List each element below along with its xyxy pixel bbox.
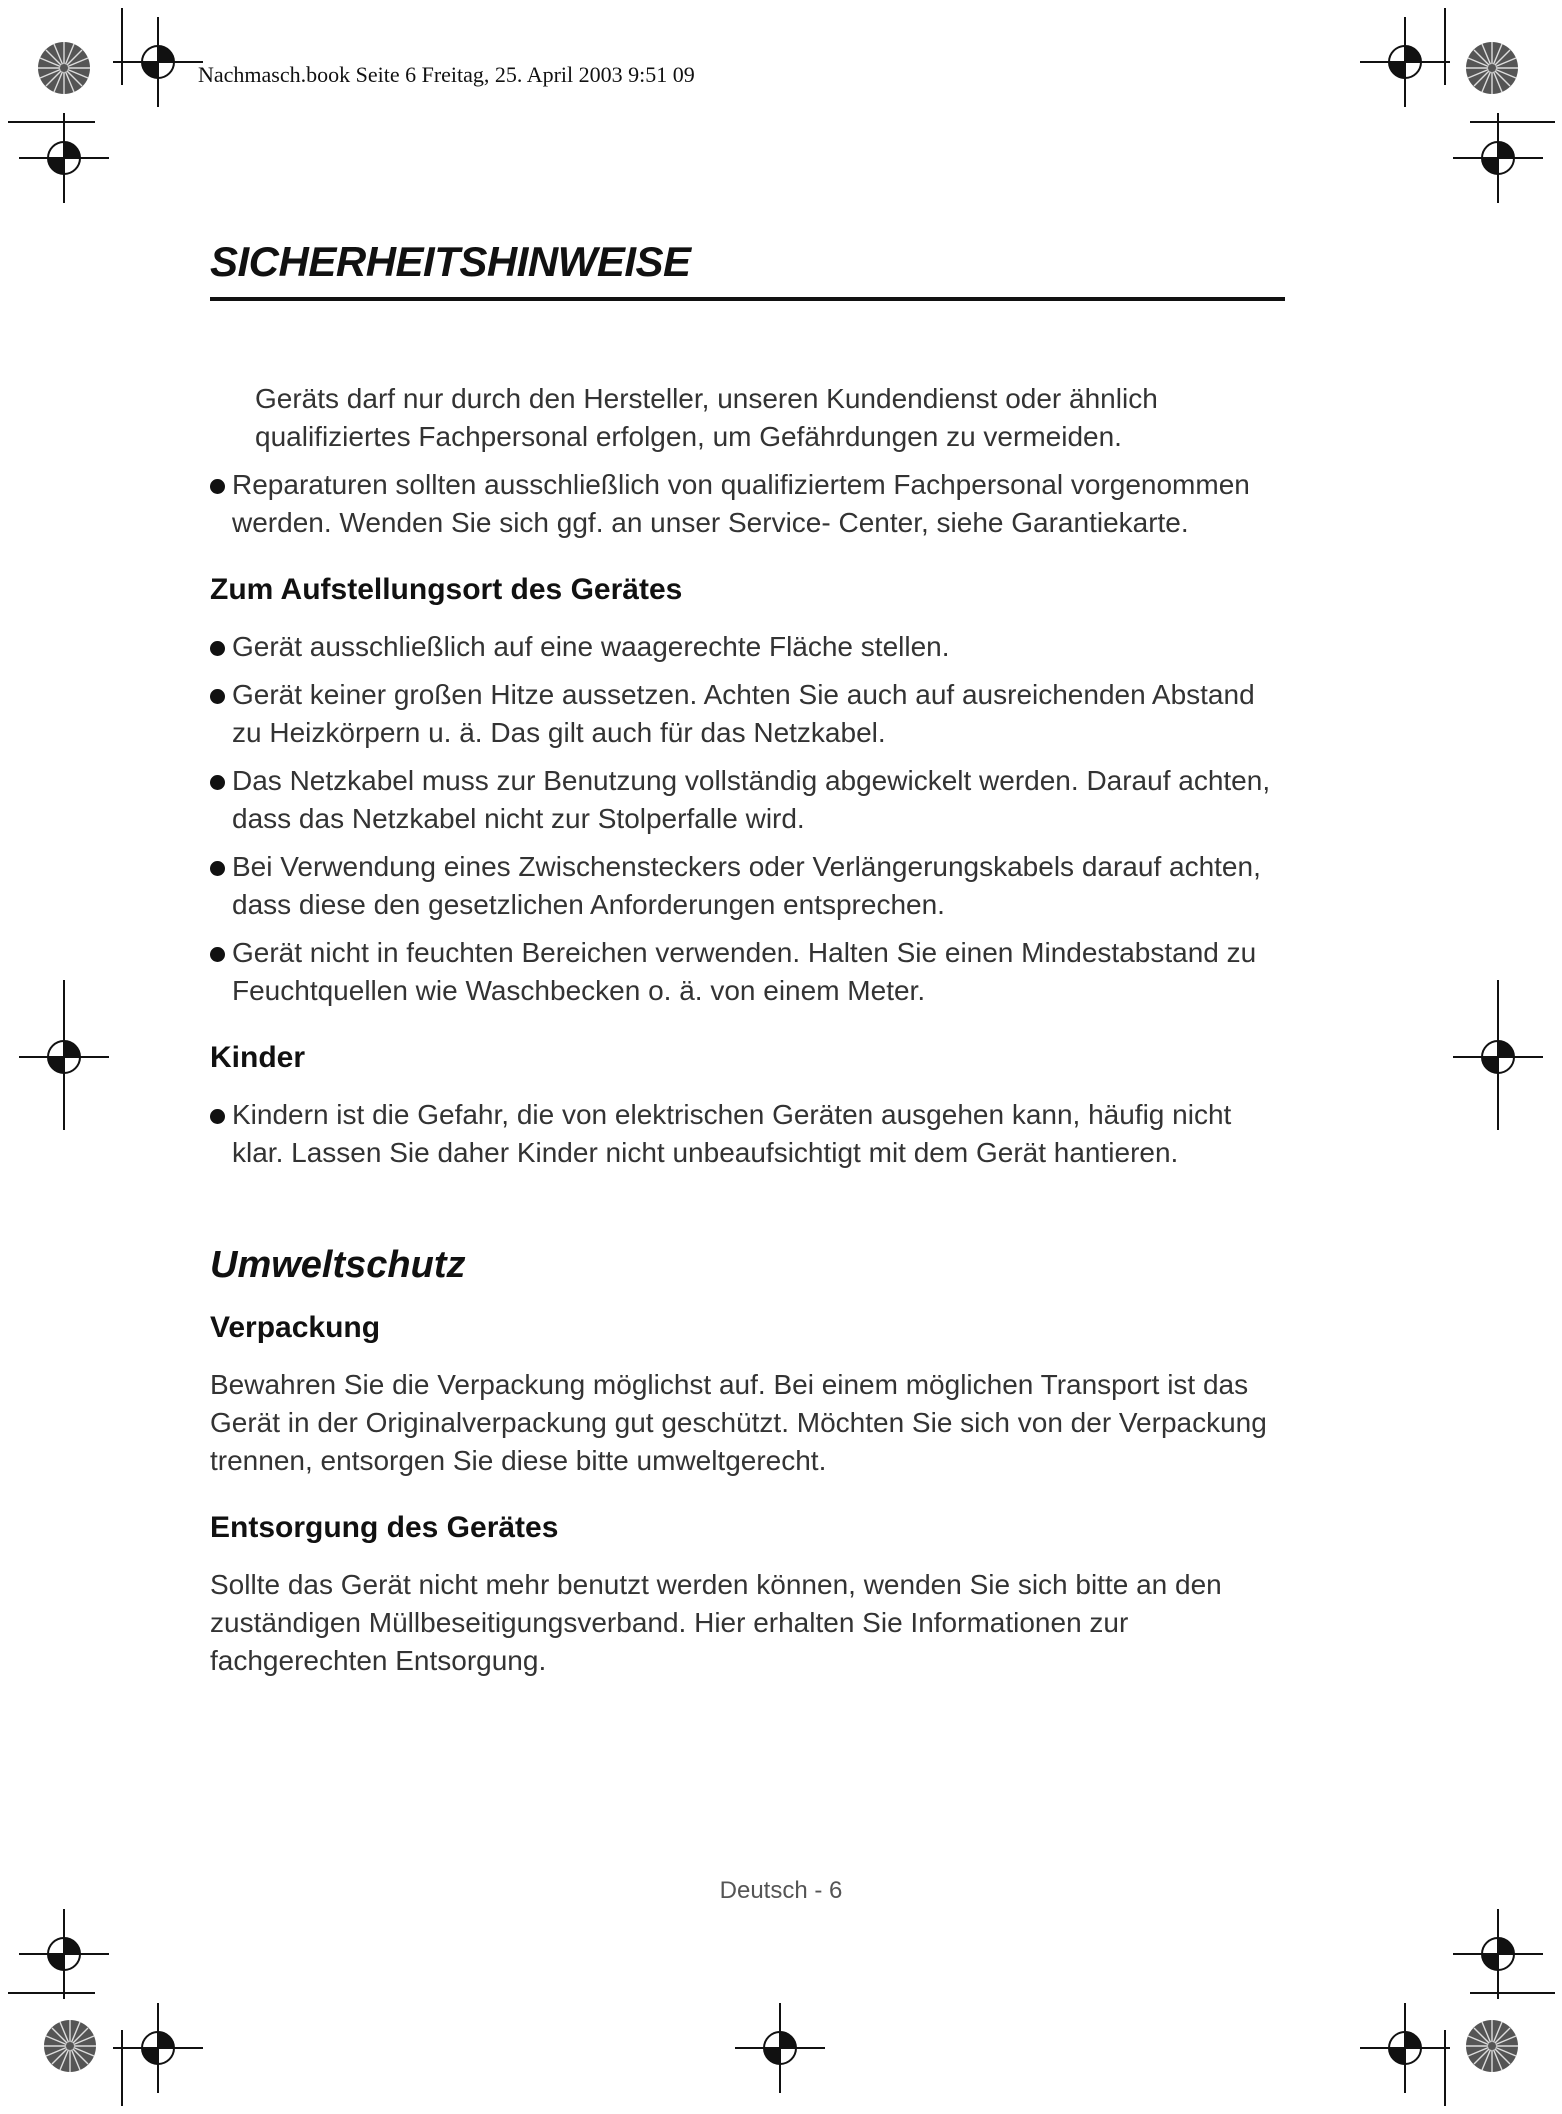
- bullet-icon: [210, 1109, 225, 1124]
- registration-cross-icon: [1360, 2003, 1450, 2093]
- list-item-text: Reparaturen sollten ausschließlich von qualifiziertem Fachpersonal vorgenommen werden. Wenden Sie sich ggf. an unser Service- Center, siehe Garantiekarte.: [232, 469, 1250, 538]
- bullet-icon: [210, 689, 225, 704]
- list-item-text: Das Netzkabel muss zur Benutzung vollständig abgewickelt werden. Darauf achten, dass das Netzkabel nicht zur Stolperfalle wird.: [232, 765, 1271, 834]
- registration-cross-icon: [1360, 17, 1450, 107]
- registration-cross-icon: [113, 17, 203, 107]
- list-item: [210, 934, 1290, 1010]
- list-item-text: Gerät ausschließlich auf eine waagerechte Fläche stellen.: [232, 631, 950, 662]
- list-item-text: Gerät keiner großen Hitze aussetzen. Achten Sie auch auf ausreichenden Abstand zu Heizkörpern u. ä. Das gilt auch für das Netzkabel.: [232, 679, 1255, 748]
- safety-intro-continuation: Geräts darf nur durch den Hersteller, unseren Kundendienst oder ähnlich qualifiziertes Fachpersonal erfolgen, um Gefährdungen zu vermeiden.: [255, 383, 1158, 452]
- list-item: [210, 466, 1290, 542]
- list-item: [210, 628, 1290, 666]
- bullet-icon: [210, 947, 225, 962]
- page-footer: Deutsch - 6: [719, 1877, 843, 1904]
- packaging-paragraph: Bewahren Sie die Verpackung möglichst auf. Bei einem möglichen Transport ist das Gerät in der Originalverpackung gut geschützt. Möchten Sie sich von der Verpackung trennen, entsorgen Sie diese bitte umweltgerecht.: [210, 1369, 1267, 1476]
- page-title: SICHERHEITSHINWEISE: [210, 238, 691, 285]
- list-item: [210, 848, 1290, 924]
- registration-cross-icon: [735, 2003, 825, 2093]
- bullet-icon: [210, 641, 225, 656]
- title-divider: [210, 297, 1285, 301]
- list-item: [210, 1096, 1290, 1172]
- print-info-header: Nachmasch.book Seite 6 Freitag, 25. April 2003 9:51 09: [198, 62, 695, 87]
- list-item-text: Kindern ist die Gefahr, die von elektrischen Geräten ausgehen kann, häufig nicht klar. Lassen Sie daher Kinder nicht unbeaufsichtigt mit dem Gerät hantieren.: [232, 1099, 1232, 1168]
- registration-cross-icon: [19, 1909, 109, 1999]
- list-item-text: Gerät nicht in feuchten Bereichen verwenden. Halten Sie einen Mindestabstand zu Feuchtquellen wie Waschbecken o. ä. von einem Meter.: [232, 937, 1257, 1006]
- section-heading-location: Zum Aufstellungsort des Gerätes: [210, 573, 683, 606]
- registration-star-icon: [44, 2020, 96, 2072]
- list-item-text: Bei Verwendung eines Zwischensteckers oder Verlängerungskabels darauf achten, dass diese den gesetzlichen Anforderungen entsprechen.: [232, 851, 1261, 920]
- section-heading-packaging: Verpackung: [210, 1311, 381, 1344]
- registration-star-icon: [1466, 2020, 1518, 2072]
- section-heading-disposal: Entsorgung des Gerätes: [210, 1511, 559, 1544]
- section-title-environment: Umweltschutz: [210, 1244, 466, 1286]
- disposal-paragraph: Sollte das Gerät nicht mehr benutzt werden können, wenden Sie sich bitte an den zuständigen Müllbeseitigungsverband. Hier erhalten Sie Informationen zur fachgerechten Entsorgung.: [210, 1569, 1222, 1676]
- section-heading-children: Kinder: [210, 1041, 306, 1074]
- main-content: [210, 380, 1290, 1690]
- bullet-icon: [210, 861, 225, 876]
- bullet-icon: [210, 479, 225, 494]
- registration-cross-icon: [1453, 1909, 1543, 1999]
- registration-cross-icon: [19, 113, 109, 203]
- registration-star-icon: [1466, 42, 1518, 94]
- registration-cross-icon: [1453, 113, 1543, 203]
- registration-cross-icon: [113, 2003, 203, 2093]
- registration-star-icon: [38, 42, 90, 94]
- list-item: [210, 762, 1290, 838]
- list-item: [210, 676, 1290, 752]
- bullet-icon: [210, 775, 225, 790]
